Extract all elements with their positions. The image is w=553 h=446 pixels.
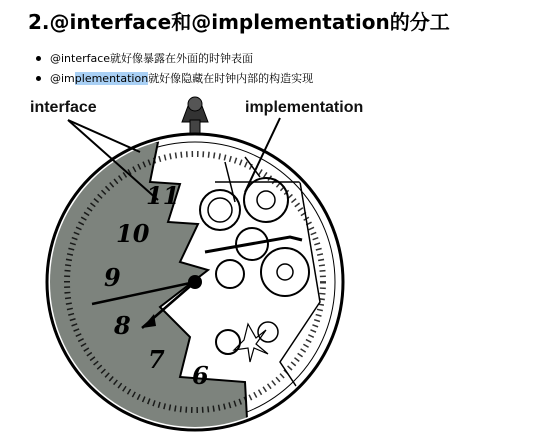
dial-number: 10 xyxy=(116,219,150,248)
dial-number: 6 xyxy=(192,361,209,390)
bullet-text-prefix: @im xyxy=(50,72,75,85)
bullet-item xyxy=(34,50,313,70)
interface-label: interface xyxy=(30,99,97,116)
page-title: 2.@interface和@implementation的分工 xyxy=(28,10,450,34)
dial-number: 11 xyxy=(146,181,180,210)
watch-diagram xyxy=(30,92,370,432)
bullet-text: @interface就好像暴露在外面的时钟表面 xyxy=(50,52,254,65)
dial-number: 8 xyxy=(114,311,131,340)
text-selection-highlight[interactable]: plementation xyxy=(74,72,149,85)
bullet-item xyxy=(34,70,313,90)
implementation-label: implementation xyxy=(245,99,364,116)
watch-crown xyxy=(182,97,208,134)
dial-number: 7 xyxy=(148,345,165,374)
dial-number: 9 xyxy=(104,263,121,292)
bullet-list xyxy=(34,50,313,90)
bullet-text-suffix: 就好像隐藏在时钟内部的构造实现 xyxy=(148,72,314,85)
